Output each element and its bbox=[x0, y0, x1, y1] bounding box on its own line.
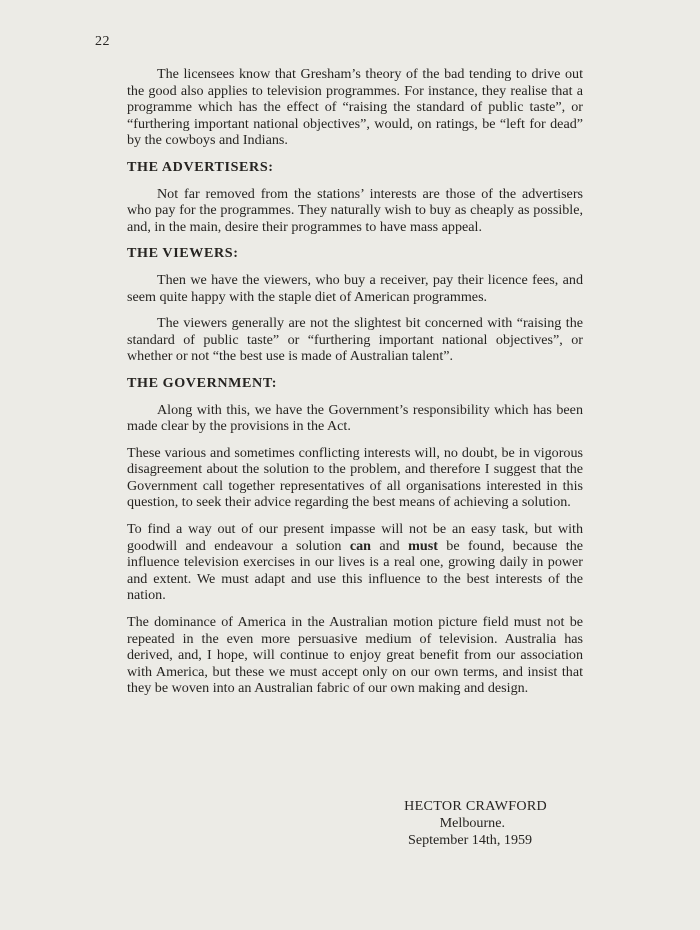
impasse-text-end: be found, because the influence television exercises in our lives is a real one, growing daily in power and extent. We must adapt and use this influence to the best interests of the nation. bbox=[127, 537, 584, 604]
impasse-text-start: To find a way out of our present impasse will not be an easy task, but with goodwill and endeavour a solution bbox=[127, 521, 583, 554]
conflicting-interests-paragraph: These various and sometimes conflicting interests will, no doubt, be in vigorous disagreement about the solution to the problem, and therefore I suggest that the Government call together representatives of all organisations interested in this question, to seek their advice regarding the best means of achieving a solution. bbox=[127, 444, 583, 511]
body-text bbox=[127, 66, 583, 707]
signature-date: September 14th, 1959 bbox=[408, 831, 533, 848]
emphasis-must: must bbox=[408, 537, 438, 554]
impasse-paragraph bbox=[127, 521, 583, 604]
dominance-paragraph: The dominance of America in the Australian motion picture field must not be repeated in the even more persuasive medium of television. Australia has derived, and, I hope, will continue to enjoy great benefit from our association with America, but these we must accept only on our own terms, and insist that they be woven into an Australian fabric of our own making and design. bbox=[127, 614, 583, 697]
signatory-name: HECTOR CRAWFORD bbox=[404, 798, 547, 814]
signature-block bbox=[395, 798, 555, 848]
viewers-paragraph-1: Then we have the viewers, who buy a receiver, pay their licence fees, and seem quite happy with the staple diet of American programmes. bbox=[127, 271, 583, 305]
advertisers-heading: THE ADVERTISERS: bbox=[127, 158, 274, 175]
page-number: 22 bbox=[95, 34, 110, 49]
impasse-text-and: and bbox=[370, 537, 409, 554]
government-paragraph: Along with this, we have the Government’s responsibility which has been made clear by the provisions in the Act. bbox=[127, 401, 583, 435]
viewers-paragraph-2: The viewers generally are not the slightest bit concerned with “raising the standard of public taste” or “furthering important national objectives”, or whether or not “the best use is made of Australian talent”. bbox=[127, 315, 583, 365]
emphasis-can: can bbox=[349, 537, 371, 554]
advertisers-paragraph: Not far removed from the stations’ interests are those of the advertisers who pay for the programmes. They naturally wish to buy as cheaply as possible, and, in the main, desire their programmes to have mass appeal. bbox=[127, 185, 583, 235]
licensees-paragraph: The licensees know that Gresham’s theory of the bad tending to drive out the good also applies to television programmes. For instance, they realise that a programme which has the effect of “raising the standard of public taste”, or “furthering important national objectives”, would, on ratings, be “left for dead” by the cowboys and Indians. bbox=[127, 66, 583, 149]
signatory-city: Melbourne. bbox=[439, 814, 505, 831]
government-heading: THE GOVERNMENT: bbox=[127, 374, 278, 391]
viewers-heading: THE VIEWERS: bbox=[127, 245, 239, 262]
